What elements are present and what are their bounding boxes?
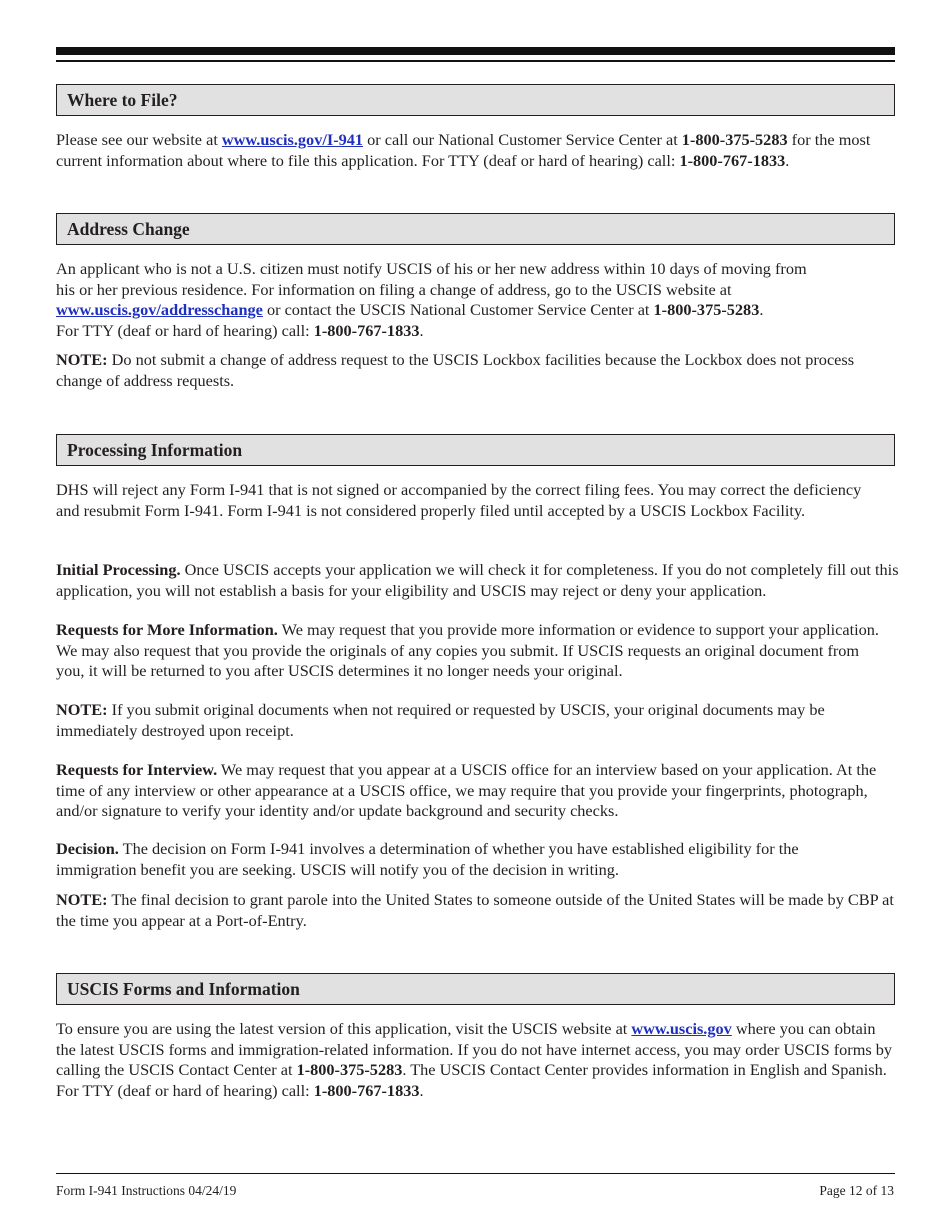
processing-note-parole: NOTE: The final decision to grant parole into the United States to someone outside of the United States will be made by CBP at the time you appear at a Port-of-Entry. — [56, 890, 894, 930]
where-to-file-paragraph: Please see our website at www.uscis.gov/I-941 or call our National Customer Service Center at 1-800-375-5283 for the most current information about where to file this application. For TTY (deaf or hard of hearing) call: 1-800-767-1833. — [56, 130, 871, 170]
top-rule-thin — [56, 60, 895, 62]
address-change-link[interactable]: www.uscis.gov/addresschange — [56, 300, 263, 319]
processing-paragraph: DHS will reject any Form I-941 that is not signed or accompanied by the correct filing fees. You may correct the deficiency and resubmit Form I-941. Form I-941 is not considered properly filed until accepted by a USCIS Lockbox Facility. — [56, 480, 862, 520]
tty-number: 1-800-767-1833 — [313, 320, 420, 340]
more-information-paragraph: Requests for More Information. We may request that you provide more information or evidence to support your application. We may also request that you provide the originals of any copies you submit. If USCIS requests an original document from you, it will be returned to you after USCIS determines it no longer needs your original. — [56, 620, 879, 680]
phone-number: 1-800-375-5283 — [681, 130, 788, 149]
decision-paragraph: Decision. The decision on Form I-941 involves a determination of whether you have established eligibility for the immigration benefit you are seeking. USCIS will notify you of the decision in writing. — [56, 839, 799, 879]
section-header-where-to-file — [56, 84, 895, 116]
section-title: USCIS Forms and Information — [67, 979, 300, 999]
uscis-website-link[interactable]: www.uscis.gov — [631, 1019, 732, 1038]
address-change-note: NOTE: Do not submit a change of address request to the USCIS Lockbox facilities because the Lockbox does not process change of address requests. — [56, 350, 855, 390]
footer-rule — [56, 1173, 895, 1174]
address-change-paragraph: An applicant who is not a U.S. citizen must notify USCIS of his or her new address within 10 days of moving from his or her previous residence. For information on filing a change of address, go to the USCIS website at www.uscis.gov/addresschange or contact the USCIS National Customer Service Center at 1-800-375-5283. For TTY (deaf or hard of hearing) call: 1-800-767-1833. — [56, 259, 807, 340]
section-header-processing-information — [56, 434, 895, 466]
uscis-i941-link[interactable]: www.uscis.gov/I-941 — [221, 130, 364, 149]
footer-page-number: Page 12 of 13 — [819, 1183, 894, 1198]
uscis-forms-paragraph: To ensure you are using the latest version of this application, visit the USCIS website at www.uscis.gov where you can obtain the latest USCIS forms and immigration-related information. If you do not have internet access, you may order USCIS forms by calling the USCIS Contact Center at 1-800-375-5283. The USCIS Contact Center provides information in English and Spanish. For TTY (deaf or hard of hearing) call: 1-800-767-1833. — [56, 1019, 893, 1100]
phone-number: 1-800-375-5283 — [653, 300, 760, 319]
phone-number: 1-800-375-5283 — [296, 1060, 403, 1079]
section-header-uscis-forms — [56, 973, 895, 1005]
top-rule-thick — [56, 47, 895, 55]
tty-number: 1-800-767-1833 — [679, 150, 786, 170]
interview-paragraph: Requests for Interview. We may request that you appear at a USCIS office for an interview based on your application. At the time of any interview or other appearance at a USCIS office, we may require that you provide your fingerprints, photograph, and/or signature to verify your identity and/or update background and security checks. — [56, 760, 877, 820]
section-title: Address Change — [67, 219, 190, 239]
tty-number: 1-800-767-1833 — [313, 1080, 420, 1100]
section-title: Where to File? — [67, 90, 178, 110]
footer-form-info: Form I-941 Instructions 04/24/19 — [56, 1183, 237, 1198]
initial-processing-paragraph: Initial Processing. Once USCIS accepts your application we will check it for completeness. If you do not completely fill out this application, you will not establish a basis for your eligibility and USCIS may reject or deny your application. — [56, 560, 899, 600]
section-title: Processing Information — [67, 440, 243, 460]
section-header-address-change — [56, 213, 895, 245]
processing-note-originals: NOTE: If you submit original documents when not required or requested by USCIS, your original documents may be immediately destroyed upon receipt. — [56, 700, 825, 740]
